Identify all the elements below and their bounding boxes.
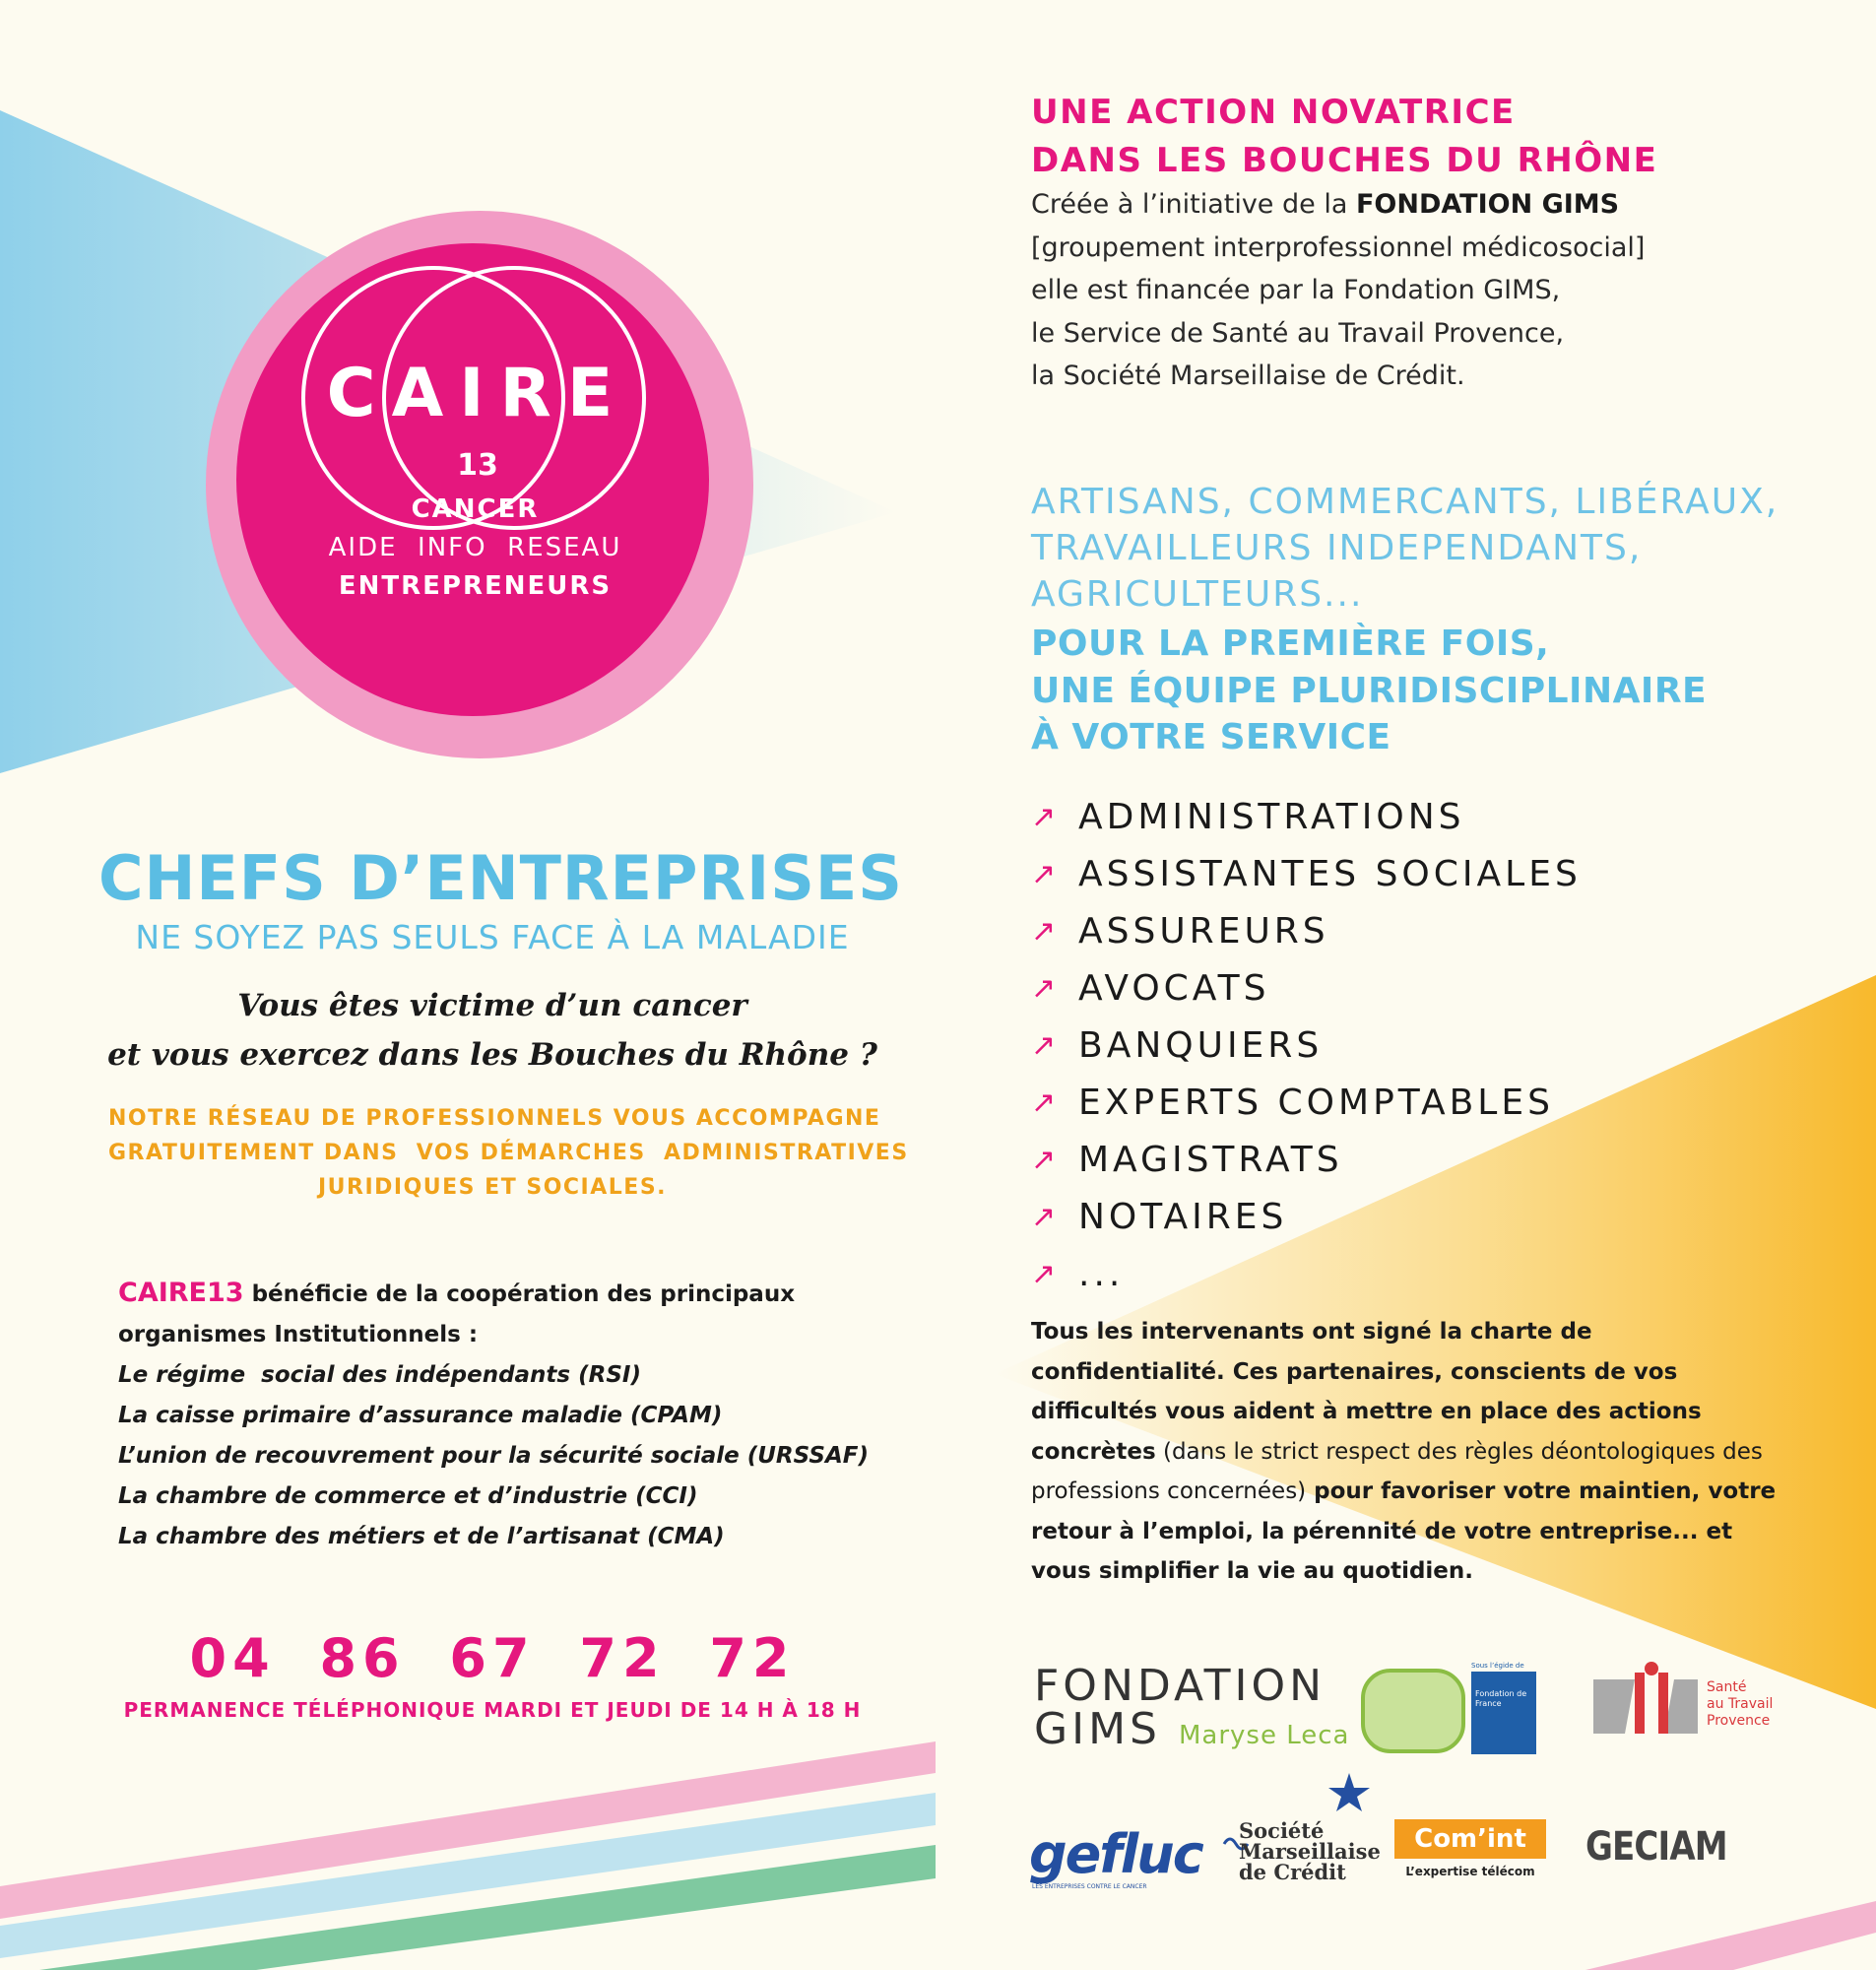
network-line-2: GRATUITEMENT DANS VOS DÉMARCHES ADMINISTRATIVES bbox=[108, 1141, 909, 1165]
profession-item bbox=[1031, 1245, 1819, 1302]
profession-label: AVOCATS bbox=[1078, 967, 1270, 1009]
cooperation-text: bénéficie de la coopération des principaux organismes Institutionnels : bbox=[118, 1281, 796, 1347]
audience-list bbox=[1031, 479, 1858, 618]
profession-label: ... bbox=[1078, 1253, 1125, 1294]
confidentiality-light: (dans le strict respect des règles déontologiques des professions concernées) bbox=[1031, 1438, 1763, 1504]
action-heading-line-2: DANS LES BOUCHES DU RHÔNE bbox=[1031, 141, 1658, 180]
network-line-1: NOTRE RÉSEAU DE PROFESSIONNELS VOUS ACCOMPAGNE bbox=[108, 1106, 881, 1131]
organisme-item: La chambre des métiers et de l’artisanat (CMA) bbox=[118, 1524, 725, 1549]
gefluc-tagline: LES ENTREPRISES CONTRE LE CANCER bbox=[1032, 1883, 1147, 1890]
victim-line-1: Vous êtes victime d’un cancer bbox=[237, 988, 747, 1023]
sante-travail-provence-logo bbox=[1707, 1679, 1785, 1730]
fondation-gims-emblem-icon bbox=[1361, 1669, 1465, 1753]
logo-aide-info-reseau: AIDE INFO RESEAU bbox=[328, 533, 622, 562]
organisme-item: L’union de recouvrement pour la sécurité sociale (URSSAF) bbox=[118, 1443, 869, 1469]
profession-label: MAGISTRATS bbox=[1078, 1139, 1343, 1180]
arrow-icon: ↗ bbox=[1031, 1199, 1057, 1234]
fdf-egide: Sous l’égide de bbox=[1471, 1662, 1524, 1670]
arrow-icon: ↗ bbox=[1031, 1142, 1057, 1177]
profession-item bbox=[1031, 959, 1819, 1017]
confidentiality-paragraph bbox=[1031, 1312, 1789, 1592]
profession-item bbox=[1031, 788, 1819, 845]
caire13-brand: CAIRE13 bbox=[118, 1278, 244, 1308]
logo-number: 13 bbox=[457, 448, 498, 483]
permanence-hours: PERMANENCE TÉLÉPHONIQUE MARDI ET JEUDI DE 14 H À 18 H bbox=[123, 1698, 862, 1722]
arrow-icon: ↗ bbox=[1031, 856, 1057, 891]
smc-line: Marseillaise bbox=[1239, 1839, 1381, 1864]
action-line-creee bbox=[1031, 183, 1839, 227]
logo-cancer: CANCER bbox=[411, 494, 540, 524]
team-line: POUR LA PREMIÈRE FOIS, bbox=[1031, 624, 1550, 664]
action-line: elle est financée par la Fondation GIMS, bbox=[1031, 275, 1561, 305]
smc-line: Société bbox=[1239, 1818, 1325, 1843]
chefs-title: CHEFS D’ENTREPRISES bbox=[98, 842, 903, 914]
comint-tagline: L’expertise télécom bbox=[1405, 1865, 1535, 1878]
profession-item bbox=[1031, 845, 1819, 902]
confidentiality-bold-1: Tous les intervenants ont signé la charte de confidentialité. Ces partenaires, conscients de vos difficultés vous aident à mettre en place des actions concrètes bbox=[1031, 1319, 1702, 1465]
stripe-pink-right bbox=[1585, 1901, 1876, 1970]
maryse-leca: Maryse Leca bbox=[1178, 1721, 1350, 1750]
stp-line: au Travail bbox=[1707, 1696, 1774, 1712]
audience-line: TRAVAILLEURS INDEPENDANTS, bbox=[1031, 528, 1643, 568]
stp-line: Provence bbox=[1707, 1713, 1771, 1729]
organisme-item: La chambre de commerce et d’industrie (CCI) bbox=[118, 1483, 698, 1509]
phone-number[interactable]: 04 86 67 72 72 bbox=[189, 1627, 796, 1689]
chefs-subtitle: NE SOYEZ PAS SEULS FACE À LA MALADIE bbox=[135, 918, 850, 956]
arrow-icon: ↗ bbox=[1031, 970, 1057, 1006]
organisme-item: Le régime social des indépendants (RSI) bbox=[118, 1362, 641, 1388]
network-statement bbox=[108, 1101, 909, 1205]
confidentiality-bold-2: pour favoriser votre maintien, votre retour à l’emploi, la pérennité de votre entreprise... et vous simplifier la vie au quotidien. bbox=[1031, 1478, 1777, 1584]
geciam-logo: GECIAM bbox=[1585, 1824, 1727, 1870]
arrow-icon: ↗ bbox=[1031, 1084, 1057, 1120]
profession-item bbox=[1031, 1131, 1819, 1188]
gefluc-logo: gefluc bbox=[1029, 1823, 1202, 1885]
team-heading bbox=[1031, 621, 1858, 761]
profession-label: ASSISTANTES SOCIALES bbox=[1078, 853, 1582, 894]
action-heading bbox=[1031, 89, 1839, 185]
profession-item bbox=[1031, 1074, 1819, 1131]
smc-line: de Crédit bbox=[1239, 1860, 1346, 1884]
profession-label: EXPERTS COMPTABLES bbox=[1078, 1082, 1554, 1123]
fondation-word: FONDATION bbox=[1034, 1661, 1326, 1711]
arrow-icon: ↗ bbox=[1031, 799, 1057, 834]
arrow-icon: ↗ bbox=[1031, 913, 1057, 949]
victim-line-2: et vous exercez dans les Bouches du Rhône ? bbox=[107, 1037, 877, 1073]
cooperation-block bbox=[118, 1273, 886, 1557]
action-line: [groupement interprofessionnel médicosocial] bbox=[1031, 231, 1646, 263]
profession-label: NOTAIRES bbox=[1078, 1196, 1288, 1237]
audience-line: ARTISANS, COMMERCANTS, LIBÉRAUX, bbox=[1031, 482, 1779, 522]
action-line: la Société Marseillaise de Crédit. bbox=[1031, 361, 1465, 391]
gims-line bbox=[1034, 1704, 1359, 1757]
arrow-icon: ↗ bbox=[1031, 1256, 1057, 1291]
audience-line: AGRICULTEURS... bbox=[1031, 574, 1364, 615]
team-line: UNE ÉQUIPE PLURIDISCIPLINAIRE bbox=[1031, 670, 1708, 711]
stp-emblem bbox=[1593, 1662, 1698, 1734]
network-line-3: JURIDIQUES ET SOCIALES. bbox=[317, 1175, 668, 1200]
profession-item bbox=[1031, 1017, 1819, 1074]
logo-entrepreneurs: ENTREPRENEURS bbox=[338, 571, 613, 601]
profession-label: ADMINISTRATIONS bbox=[1078, 796, 1465, 837]
fondation-gims-bold: FONDATION GIMS bbox=[1355, 189, 1620, 220]
fondation-gims-logo bbox=[1034, 1661, 1359, 1757]
professions-list bbox=[1031, 788, 1819, 1302]
arrow-icon: ↗ bbox=[1031, 1027, 1057, 1063]
logo-word: CAIRE bbox=[326, 355, 629, 432]
victim-question bbox=[98, 981, 886, 1080]
profession-item bbox=[1031, 1188, 1819, 1245]
action-heading-line-1: UNE ACTION NOVATRICE bbox=[1031, 93, 1516, 132]
action-paragraph bbox=[1031, 183, 1839, 398]
comint-logo: Com’int bbox=[1394, 1819, 1546, 1859]
stp-line: Santé bbox=[1707, 1679, 1747, 1695]
fondation-de-france-logo: Fondation de France bbox=[1471, 1672, 1536, 1754]
organisme-item: La caisse primaire d’assurance maladie (CPAM) bbox=[118, 1403, 723, 1428]
cooperation-intro bbox=[118, 1273, 886, 1355]
societe-marseillaise-logo bbox=[1239, 1818, 1381, 1884]
profession-label: BANQUIERS bbox=[1078, 1024, 1324, 1066]
creee-prefix: Créée à l’initiative de la bbox=[1031, 189, 1356, 220]
action-line: le Service de Santé au Travail Provence, bbox=[1031, 317, 1565, 349]
gims-word: GIMS bbox=[1034, 1704, 1161, 1754]
team-line: À VOTRE SERVICE bbox=[1031, 717, 1391, 757]
star-icon bbox=[1328, 1773, 1370, 1811]
profession-label: ASSUREURS bbox=[1078, 910, 1329, 952]
profession-item bbox=[1031, 902, 1819, 959]
